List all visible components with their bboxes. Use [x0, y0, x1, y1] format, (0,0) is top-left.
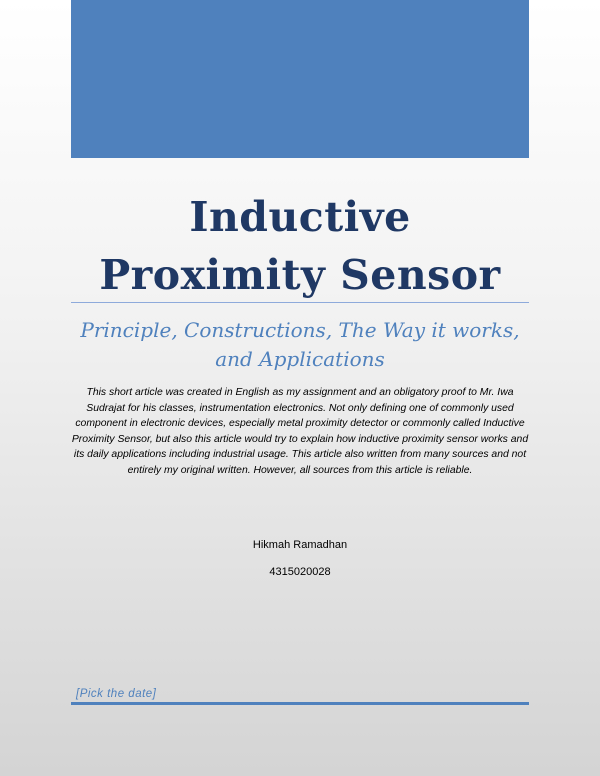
document-title: Inductive Proximity Sensor [99, 193, 501, 299]
title-divider [71, 302, 529, 303]
date-picker-field[interactable]: [Pick the date] [76, 688, 157, 700]
abstract-text: This short article was created in English as my assignment and an obligatory proof to Mr. Iwa Sudrajat for his classes, instrumentation electronics. Not only defining one of commonly used component in electronic devices, especially metal proximity detector or commonly called Inductive Proximity Sensor, but also this article would try to explain how inductive proximity sensor works and its daily applications including industrial usage. This article also written from many sources and not entirely my original written. However, all sources from this article is reliable. [71, 387, 529, 476]
cover-color-block [71, 0, 529, 158]
bottom-divider [71, 702, 529, 705]
author-name: Hikmah Ramadhan [252, 539, 348, 551]
document-subtitle: Principle, Constructions, The Way it works, and Applications [80, 318, 520, 371]
student-id: 4315020028 [269, 566, 331, 578]
